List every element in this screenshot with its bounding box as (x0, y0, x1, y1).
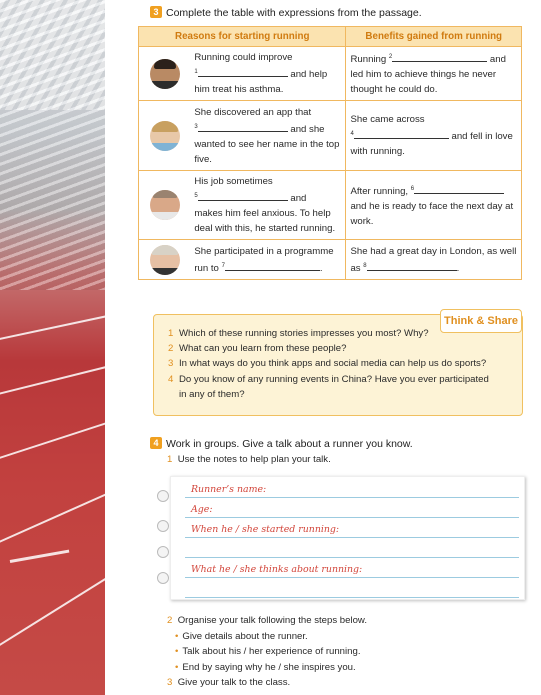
reasons-header: Reasons for starting running (139, 27, 346, 47)
steps (167, 613, 367, 691)
section-4-heading: 4 Work in groups. Give a talk about a runner you know. (150, 437, 413, 450)
step-2: 2 Organise your talk following the steps below. (167, 615, 367, 626)
benefit-cell: Running $^2$ and led him to achieve things he never thought he could do. (346, 47, 522, 101)
answer-blank[interactable] (198, 123, 288, 132)
section-number: 3 (150, 6, 162, 18)
reason-cell: She participated in a programme run to $^7$ . (190, 240, 346, 280)
think-share-badge: Think & Share (440, 309, 522, 333)
benefit-cell: She had a great day in London, as well as $^8$ . (346, 240, 522, 280)
table-row (139, 240, 522, 280)
note-line[interactable] (185, 544, 191, 555)
note-line[interactable]: Runner’s name: (191, 484, 267, 495)
list-item: in any of them? (179, 388, 245, 400)
note-line[interactable]: What he / she thinks about running: (191, 564, 363, 575)
answer-blank[interactable] (198, 68, 288, 77)
reason-cell: Running could improve $^1$ and help him treat his asthma. (190, 47, 346, 101)
table-row (139, 47, 522, 101)
think-share-box (153, 314, 523, 416)
table-row (139, 171, 522, 240)
answer-blank[interactable] (225, 262, 320, 271)
reason-cell: She discovered an app that $^3$ and she wanted to see her name in the top five. (190, 101, 346, 171)
answer-blank[interactable] (367, 262, 457, 271)
benefit-cell: She came across $^4$ and fell in love with running. (346, 101, 522, 171)
section-number: 4 (150, 437, 162, 449)
benefit-cell: After running, $^6$ and he is ready to face the next day at work. (346, 171, 522, 240)
step-3: 3 Give your talk to the class. (167, 677, 291, 688)
note-line[interactable] (185, 584, 191, 595)
table-row (139, 101, 522, 171)
list-item: • Talk about his / her experience of running. (175, 646, 361, 657)
ring-hole-icon (157, 546, 169, 558)
answer-blank[interactable] (198, 192, 288, 201)
answer-blank[interactable] (414, 185, 504, 194)
ring-hole-icon (157, 520, 169, 532)
answer-blank[interactable] (354, 130, 449, 139)
ring-hole-icon (157, 490, 169, 502)
answer-blank[interactable] (392, 53, 487, 62)
reason-cell: His job sometimes $^5$ and makes him feel anxious. To help deal with this, he started running. (190, 171, 346, 240)
list-item: 2 What can you learn from these people? (168, 343, 347, 355)
list-item: • End by saying why he / she inspires you. (175, 661, 356, 673)
step-1: 1 Use the notes to help plan your talk. (167, 454, 331, 465)
section-3-heading: 3 Complete the table with expressions from the passage. (150, 6, 422, 19)
benefits-header: Benefits gained from running (346, 27, 522, 47)
list-item: 3 In what ways do you think apps and social media can help us do sports? (168, 358, 487, 370)
list-item: 4 Do you know of any running events in China? Have you ever participated (168, 373, 489, 385)
note-line[interactable]: When he / she started running: (191, 524, 340, 535)
expressions-table (138, 26, 522, 280)
runner-man-photo (150, 190, 180, 220)
stadium-image (0, 0, 105, 695)
note-line[interactable]: Age: (191, 504, 213, 515)
runner-boy-photo (150, 59, 180, 89)
list-item: • Give details about the runner. (175, 630, 308, 642)
list-item: 1 Which of these running stories impresses you most? Why? (168, 328, 429, 339)
runner-older-woman-photo (150, 245, 180, 275)
ring-hole-icon (157, 572, 169, 584)
runner-woman-photo (150, 121, 180, 151)
notes-card (160, 476, 523, 596)
